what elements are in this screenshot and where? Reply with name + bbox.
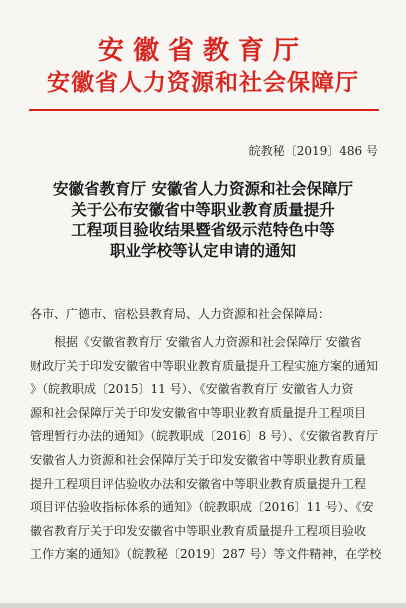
title-line: 工程项目验收结果暨省级示范特色中等 [71,221,335,239]
title-line: 安徽省教育厅 安徽省人力资源和社会保障厅 [53,180,353,198]
issuer-header-hrss: 安徽省人力资源和社会保障厅 [47,70,359,96]
body-paragraph [30,331,382,567]
document-title [0,179,406,261]
red-header-rule [29,109,379,111]
body-line: 源和社会保障厅关于印发安徽省中等职业教育质量提升工程项目 [30,405,367,420]
body-line: 管理暂行办法的通知》（皖教职成〔2016〕8 号）、《安徽省教育厅 [30,429,378,444]
title-line: 关于公布安徽省中等职业教育质量提升 [71,200,335,219]
salutation: 各市、广德市、宿松县教育局、人力资源和社会保障局： [30,307,331,321]
body-line: 徽省教育厅关于印发安徽省中等职业教育质量提升工程项目验收 [30,523,367,538]
title-line: 职业学校等认定申请的通知 [109,241,296,260]
issuer-header-education: 安徽省教育厅 [97,36,308,66]
body-line: 安徽省人力资源和社会保障厅关于印发安徽省中等职业教育质量 [30,452,367,467]
body-line: 提升工程项目评估验收办法和安徽省中等职业教育质量提升工程 [30,476,367,491]
body-line: 财政厅关于印发安徽省中等职业教育质量提升工程实施方案的通知 [30,358,379,373]
body-line: 工作方案的通知》（皖教秘〔2019〕287 号）等文件精神，在学校 [30,547,382,562]
document-number: 皖教秘〔2019〕486 号 [248,144,378,158]
body-line: 项目评估验收指标体系的通知》（皖教职成〔2016〕11 号）、《安 [30,500,374,515]
body-line: 根据《安徽省教育厅 安徽省人力资源和社会保障厅 安徽省 [54,335,362,349]
body-line: 》（皖教职成〔2015〕11 号）、《安徽省教育厅 安徽省人力资 [30,382,354,397]
page-bottom-edge [0,603,406,608]
